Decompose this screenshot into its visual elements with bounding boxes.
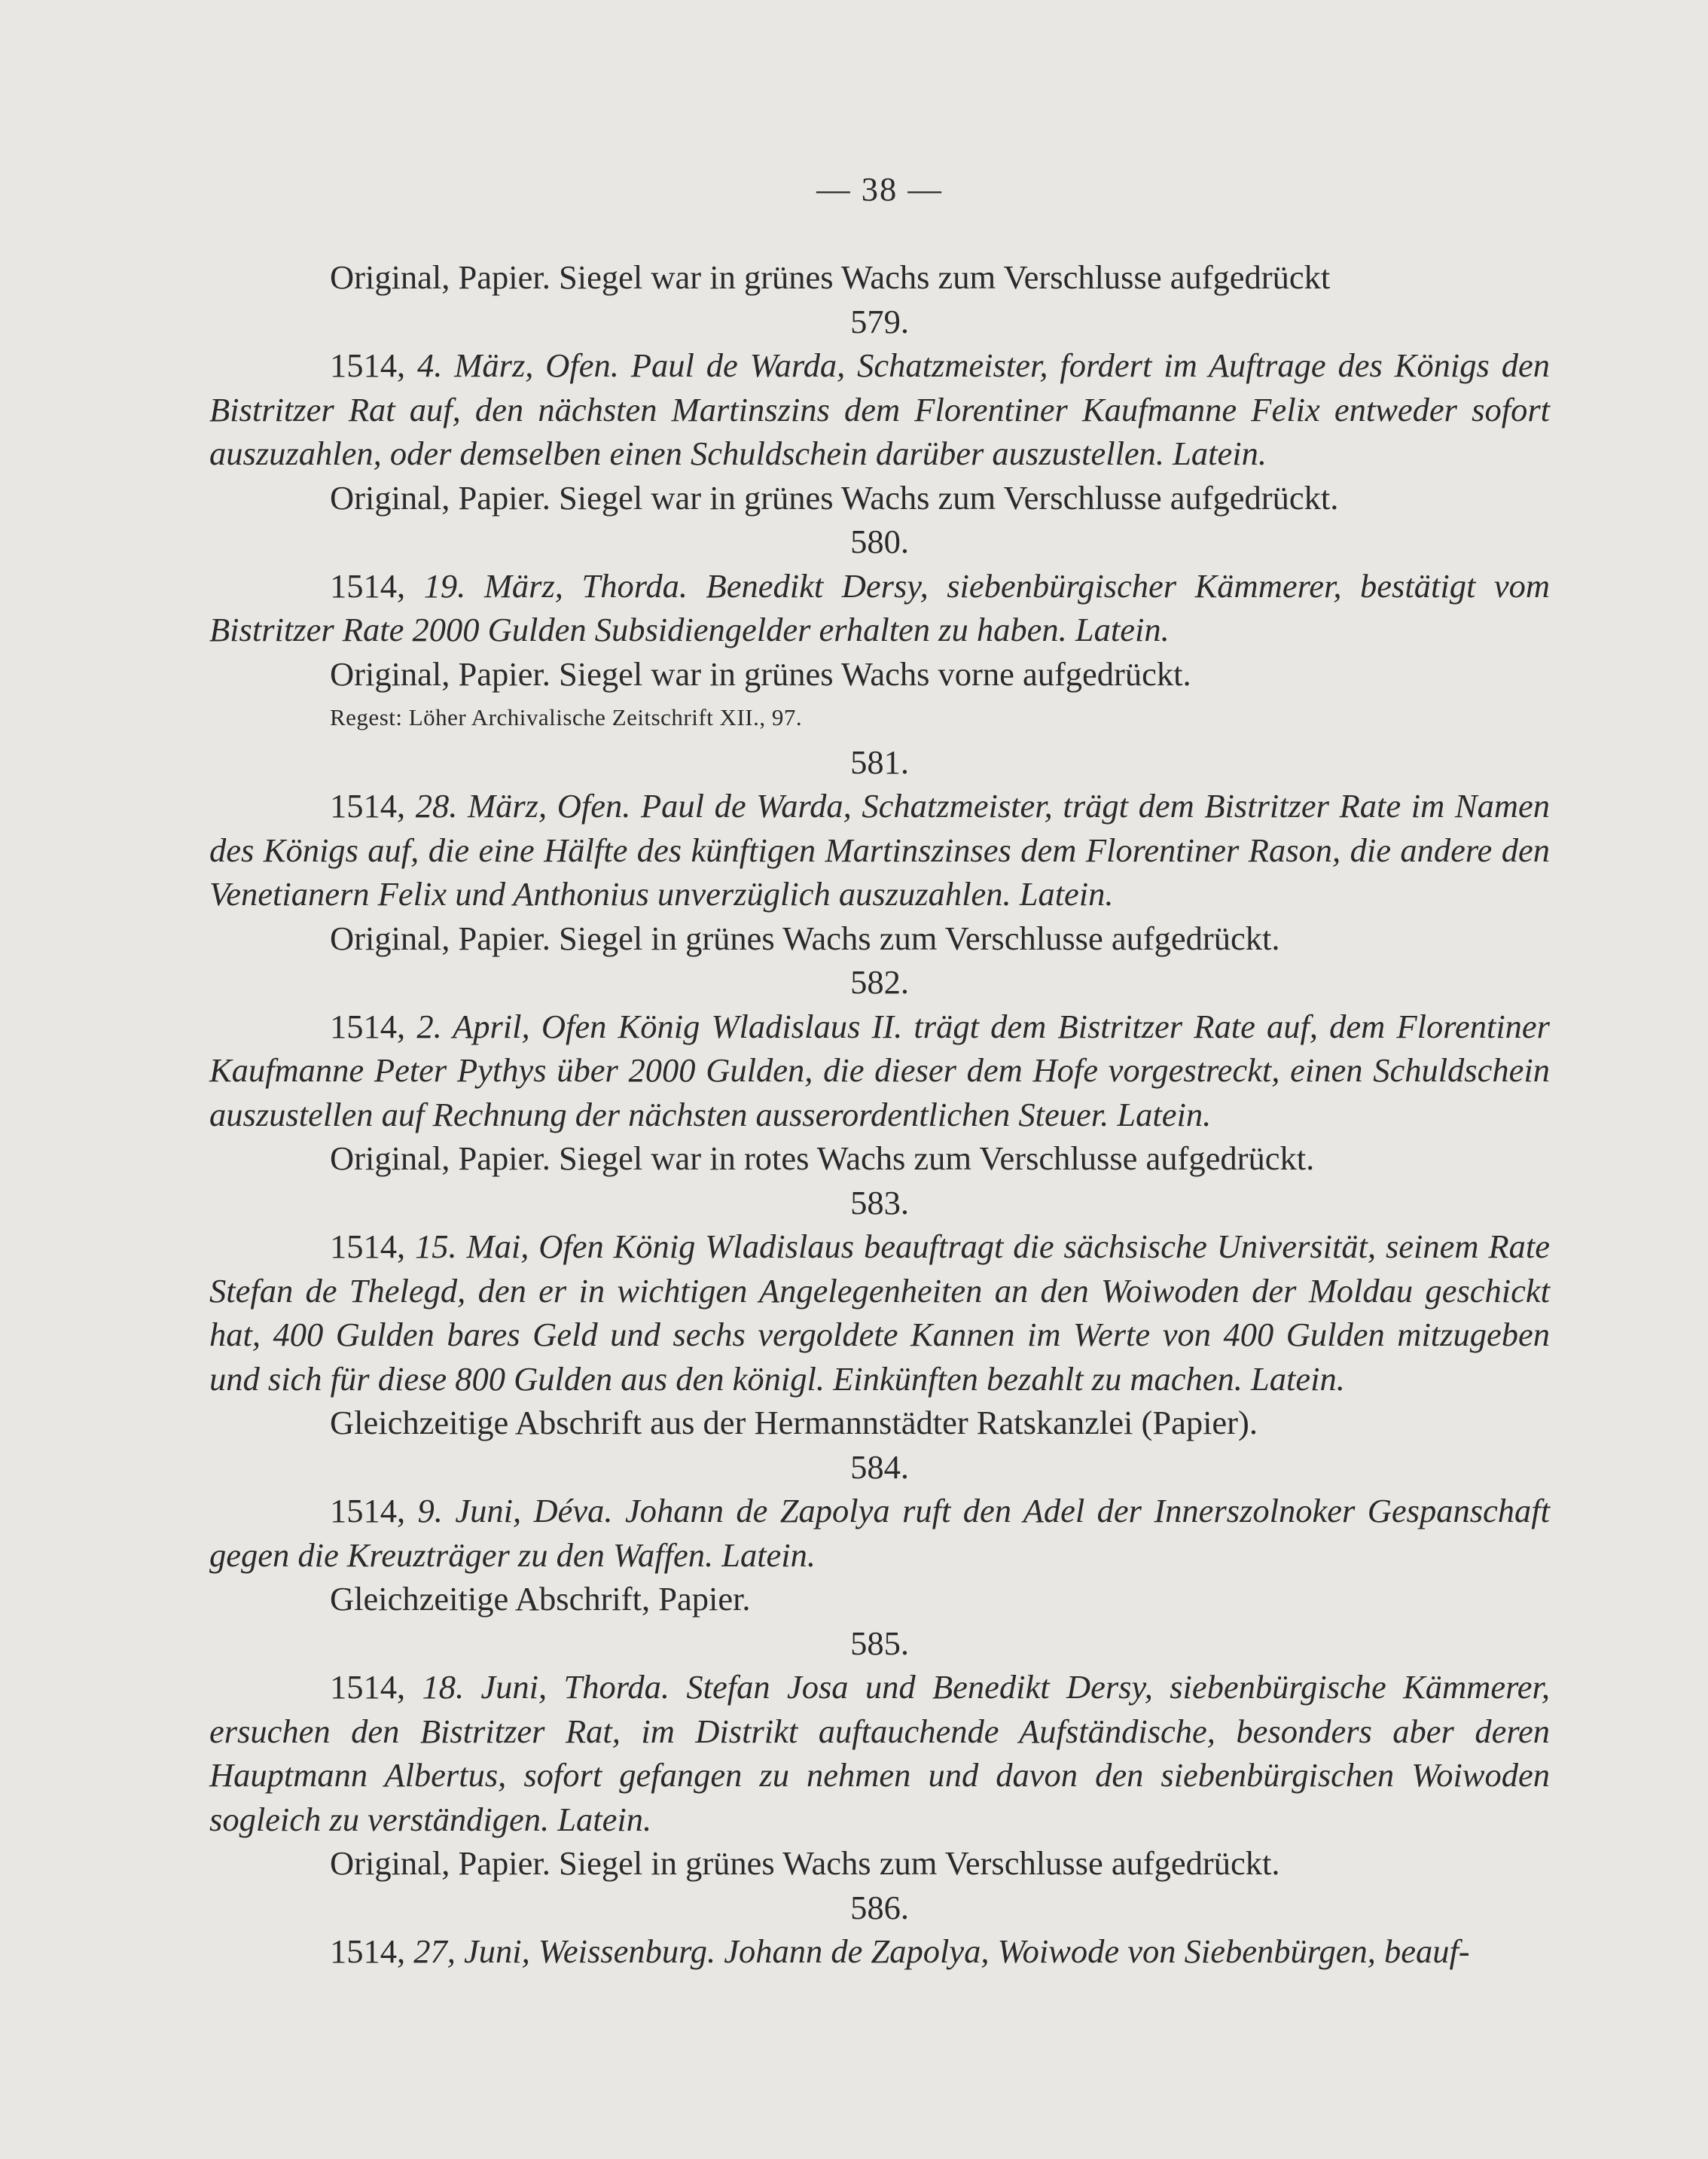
entry-text: 19. März, Thorda. Benedikt Dersy, siebenbürgischer Kämmerer, bestätigt vom Bistritzer Rate 2000 Gulden Subsidiengelder erhalten zu haben. Latein. [209,566,1551,648]
page-text [209,167,1550,1974]
document-number: 586. [850,1888,909,1926]
document-number: 585. [850,1624,909,1662]
entry-year: 1514, [330,1668,406,1706]
entry-text: 4. März, Ofen. Paul de Warda, Schatzmeister, fordert im Auftrage des Königs den Bistritzer Rat auf, den nächsten Martinszins dem Florentiner Kaufmanne Felix entweder sofort auszuzahlen, oder demselben einen Schuldschein darüber auszustellen. Latein. [209,346,1550,472]
page-number: — 38 — [816,170,943,208]
document-number: 581. [850,743,909,781]
regest-entry [209,1929,1550,1974]
entry-text: 15. Mai, Ofen König Wladislaus beauftragt die sächsische Universität, seinem Rate Stefan de Thelegd, den er in wichtigen Angelegenheiten an den Woiwoden der Moldau geschickt hat, 400 Gulden bares Geld und sechs vergoldete Kannen im Werte von 400 Gulden mitzugeben und sich für diese 800 Gulden aus den königl. Einkünften bezahlt zu machen. Latein. [209,1227,1550,1398]
document-number: 584. [850,1447,909,1486]
entry-text: 28. März, Ofen. Paul de Warda, Schatzmeister, trägt dem Bistritzer Rate im Namen des Königs auf, die eine Hälfte des künftigen Martinszinses dem Florentiner Rason, die andere den Venetianern Felix und Anthonius unverzüglich auszuzahlen. Latein. [209,787,1550,913]
source-note: Gleichzeitige Abschrift, Papier. [330,1580,751,1618]
source-note: Original, Papier. Siegel in grünes Wachs zum Verschlusse aufgedrückt. [330,1844,1280,1882]
document-number: 582. [850,963,909,1001]
source-note: Gleichzeitige Abschrift aus der Hermannstädter Ratskanzlei (Papier). [330,1404,1258,1441]
regest-note: Regest: Löher Archivalische Zeitschrift XII., 97. [330,704,803,730]
source-note: Original, Papier. Siegel war in grünes Wachs vorne aufgedrückt. [330,654,1191,693]
entry-text: 27, Juni, Weissenburg. Johann de Zapolya, Woiwode von Siebenbürgen, beauf- [413,1932,1470,1970]
document-number: 583. [850,1183,909,1221]
regest-entry [209,784,1550,916]
source-note: Original, Papier. Siegel war in grünes Wachs zum Verschlusse aufgedrückt [330,258,1331,296]
entry-year: 1514, [330,1492,406,1529]
document-number: 579. [850,302,909,340]
regest-entry [209,1005,1550,1137]
entry-text: 9. Juni, Déva. Johann de Zapolya ruft den Adel der Innerszolnoker Gespanschaft gegen die Kreuzträger zu den Waffen. Latein. [209,1492,1550,1574]
regest-entry [209,1224,1550,1401]
spacer [209,212,1550,256]
regest-entry [209,564,1550,652]
entry-year: 1514, [330,1227,406,1265]
entry-year: 1514, [330,1007,406,1045]
document-number: 580. [850,523,909,560]
entry-year: 1514, [330,1932,406,1970]
source-note: Original, Papier. Siegel in grünes Wachs zum Verschlusse aufgedrückt. [330,919,1280,957]
regest-entry [209,1665,1550,1841]
source-note: Original, Papier. Siegel war in grünes Wachs zum Verschlusse aufgedrückt. [330,478,1339,517]
regest-entry [209,1489,1550,1577]
entry-year: 1514, [330,346,406,384]
entry-year: 1514, [330,566,406,605]
entry-text: 18. Juni, Thorda. Stefan Josa und Benedikt Dersy, siebenbürgische Kämmerer, ersuchen den Bistritzer Rat, im Distrikt auftauchende Aufständische, besonders aber deren Hauptmann Albertus, sofort gefangen zu nehmen und davon den siebenbürgischen Woiwoden sogleich zu verständigen. Latein. [209,1668,1550,1838]
source-note: Original, Papier. Siegel war in rotes Wachs zum Verschlusse aufgedrückt. [330,1139,1315,1177]
entry-text: 2. April, Ofen König Wladislaus II. trägt dem Bistritzer Rate auf, dem Florentiner Kaufmanne Peter Pythys über 2000 Gulden, die dieser dem Hofe vorgestreckt, einen Schuldschein auszustellen auf Rechnung der nächsten ausserordentlichen Steuer. Latein. [209,1007,1550,1133]
entry-year: 1514, [330,787,406,825]
regest-entry [209,343,1550,476]
entries [209,255,1550,1974]
